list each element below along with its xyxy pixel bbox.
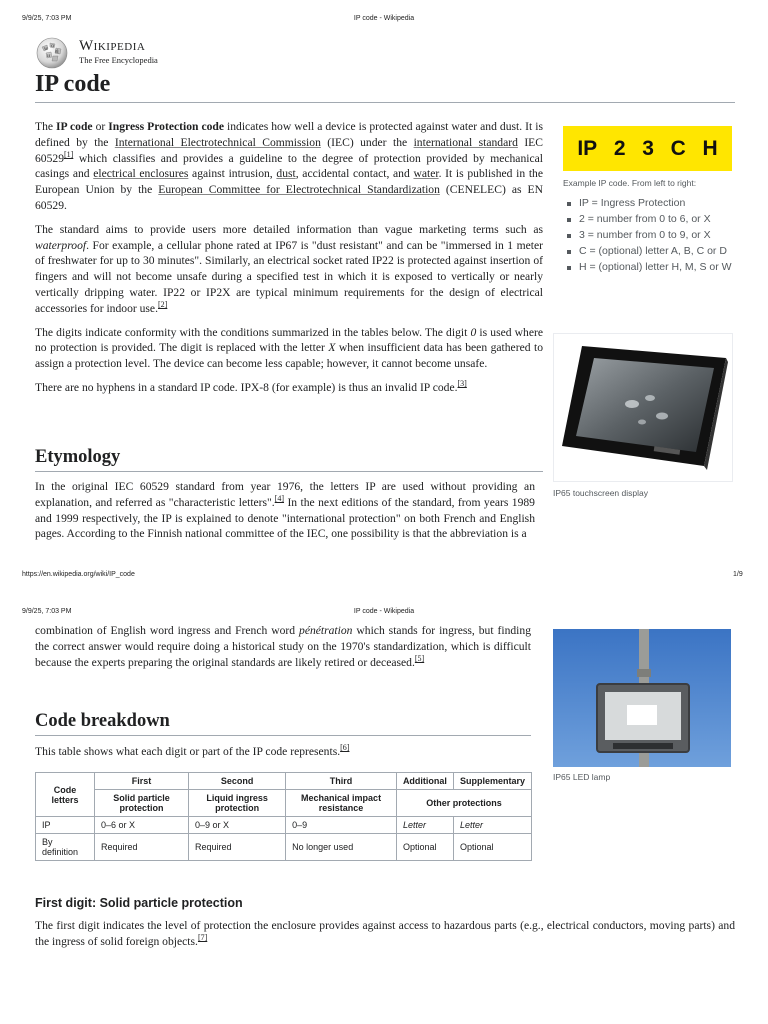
table-row <box>36 834 532 861</box>
link-iec[interactable]: International Electrotechnical Commission <box>114 135 321 149</box>
table-header-first: First <box>95 773 189 790</box>
etymology-section <box>35 447 543 472</box>
table-cell: By definition <box>36 834 95 861</box>
infobox-item: C = (optional) letter A, B, C or D <box>565 245 735 258</box>
code-breakdown-intro: This table shows what each digit or part of the IP code represents.[6] <box>35 743 350 758</box>
ref-7[interactable]: [7] <box>197 932 208 942</box>
infobox-item: IP = Ingress Protection <box>565 197 735 210</box>
ip-code-example-graphic <box>563 126 732 171</box>
print-header-title-page2: IP code - Wikipedia <box>353 608 415 615</box>
infobox-item: 2 = number from 0 to 6, or X <box>565 213 735 226</box>
table-cell: Required <box>189 834 286 861</box>
article-body-intro <box>35 119 543 396</box>
link-dust[interactable]: dust <box>276 167 296 181</box>
touchscreen-display-image[interactable] <box>553 333 733 482</box>
svg-text:維: 維 <box>55 49 59 54</box>
code-letter-ip: IP <box>577 136 598 160</box>
etymology-continuation: combination of English word ingress and French word pénétration which stands for ingress, but finding the correct answer would require doing a historical study on the 1970's standardization, which is difficult because the experts preparing the original standards are likely retired or deceased.[5] <box>35 624 531 669</box>
print-footer-page: 1/9 <box>733 571 743 578</box>
wikipedia-tagline: The Free Encyclopedia <box>79 55 158 65</box>
table-cell: Optional <box>396 834 453 861</box>
table-cell: Optional <box>453 834 531 861</box>
table-header-solid: Solid particle protection <box>95 790 189 817</box>
infobox-legend <box>565 197 735 277</box>
heading-first-digit: First digit: Solid particle protection <box>35 896 243 910</box>
table-header-supplementary: Supplementary <box>453 773 531 790</box>
link-cenelec[interactable]: European Committee for Electrotechnical Standardization <box>158 183 440 197</box>
etymology-text-column: In the original IEC 60529 standard from year 1976, the letters IP are used without providing an explanation, and referred as "characteristic letters".[4] In the next editions of the standard, from years 1989 and 1999 respectively, the IP is explained to denote "international protection" on both French and English pages. According to the Finnish national committee of the IEC, one possibility is that the abbreviation is a <box>35 480 535 541</box>
link-water[interactable]: water <box>413 167 439 181</box>
svg-text:И: И <box>47 53 51 58</box>
code-letter-supplementary: H <box>702 136 718 160</box>
touchscreen-caption: IP65 touchscreen display <box>553 488 648 498</box>
table-cell: Letter <box>453 817 531 834</box>
table-row <box>36 817 532 834</box>
table-cell: Letter <box>396 817 453 834</box>
ref-4[interactable]: [4] <box>274 493 285 503</box>
title-block <box>35 70 735 103</box>
table-cell: No longer used <box>286 834 397 861</box>
table-cell: 0–9 <box>286 817 397 834</box>
ref-5[interactable]: [5] <box>414 653 425 663</box>
intro-paragraph-2: The standard aims to provide users more detailed information than vague marketing terms such as waterproof. For example, a cellular phone rated at IP67 is "dust resistant" and can be "immersed in 1 meter of freshwater for up to 30 minutes". Similarly, an electrical socket rated IP22 is protected against insertion of fingers and will not become unsafe during a specified test in which it is exposed to vertically or nearly vertically dripping water. IP22 or IP2X are typical minimum requirements for the design of electrical accessories for indoor use.[2] <box>35 222 543 315</box>
print-header-datetime-page2: 9/9/25, 7:03 PM <box>22 608 72 615</box>
table-header-code-letters: Code letters <box>36 773 95 817</box>
page-title: IP code <box>35 71 111 97</box>
infobox-item: 3 = number from 0 to 9, or X <box>565 229 735 242</box>
heading-code-breakdown: Code breakdown <box>35 711 531 736</box>
code-letter-second-digit: 3 <box>642 136 654 160</box>
table-header-liquid: Liquid ingress protection <box>189 790 286 817</box>
heading-etymology: Etymology <box>35 447 543 472</box>
ref-6[interactable]: [6] <box>340 743 350 753</box>
intro-paragraph-1: The IP code or Ingress Protection code indicates how well a device is protected against water and dust. It is defined by the International Electrotechnical Commission (IEC) under the international standard IEC 60529[1] which classifies and provides a guideline to the degree of protection provided by mechanical casings and electrical enclosures against intrusion, dust, accidental contact, and water. It is published in the European Union by the European Committee for Electrotechnical Standardization (CENELEC) as EN 60529. <box>35 120 544 212</box>
code-letter-additional: C <box>670 136 686 160</box>
table-cell: 0–6 or X <box>95 817 189 834</box>
print-footer-url: https://en.wikipedia.org/wiki/IP_code <box>22 571 135 578</box>
led-lamp-caption: IP65 LED lamp <box>553 772 611 782</box>
ref-1[interactable]: [1] <box>63 149 74 159</box>
table-cell: IP <box>36 817 95 834</box>
infobox-caption: Example IP code. From left to right: <box>563 178 697 188</box>
link-electrical-enclosures[interactable]: electrical enclosures <box>93 167 189 181</box>
ref-3[interactable]: [3] <box>457 379 467 389</box>
wikipedia-wordmark[interactable]: Wikipedia <box>79 38 146 54</box>
table-cell: Required <box>95 834 189 861</box>
table-header-mechanical: Mechanical impact resistance <box>286 790 397 817</box>
table-header-other: Other protections <box>396 790 531 817</box>
print-header-title: IP code - Wikipedia <box>353 15 415 22</box>
intro-paragraph-4: There are no hyphens in a standard IP code. IPX-8 (for example) is thus an invalid IP code.[3] <box>35 379 467 394</box>
code-letter-first-digit: 2 <box>613 136 626 160</box>
code-breakdown-table <box>35 772 532 861</box>
code-breakdown-section <box>35 711 531 736</box>
ref-2[interactable]: [2] <box>157 299 168 309</box>
svg-text:W: W <box>44 46 49 51</box>
first-digit-paragraph: The first digit indicates the level of protection the enclosure provides against access to hazardous parts (e.g., electrical conductors, moving parts) and the ingress of solid foreign objects.[7] <box>35 919 735 948</box>
led-lamp-image[interactable] <box>553 629 731 767</box>
table-header-additional: Additional <box>396 773 453 790</box>
table-header-third: Third <box>286 773 397 790</box>
svg-text:Ω: Ω <box>51 43 55 48</box>
infobox-item: H = (optional) letter H, M, S or W <box>565 261 735 274</box>
intro-paragraph-3: The digits indicate conformity with the conditions summarized in the tables below. The digit 0 is used where no protection is provided. The digit is replaced with the letter X when insufficient data has been gathered to assign a protection level. The device can become less capable; however, it cannot become unsafe. <box>35 325 543 371</box>
print-header-datetime: 9/9/25, 7:03 PM <box>22 15 72 22</box>
link-international-standard[interactable]: international standard <box>413 135 518 149</box>
wikipedia-globe-icon[interactable] <box>35 36 69 70</box>
table-header-second: Second <box>189 773 286 790</box>
table-cell: 0–9 or X <box>189 817 286 834</box>
